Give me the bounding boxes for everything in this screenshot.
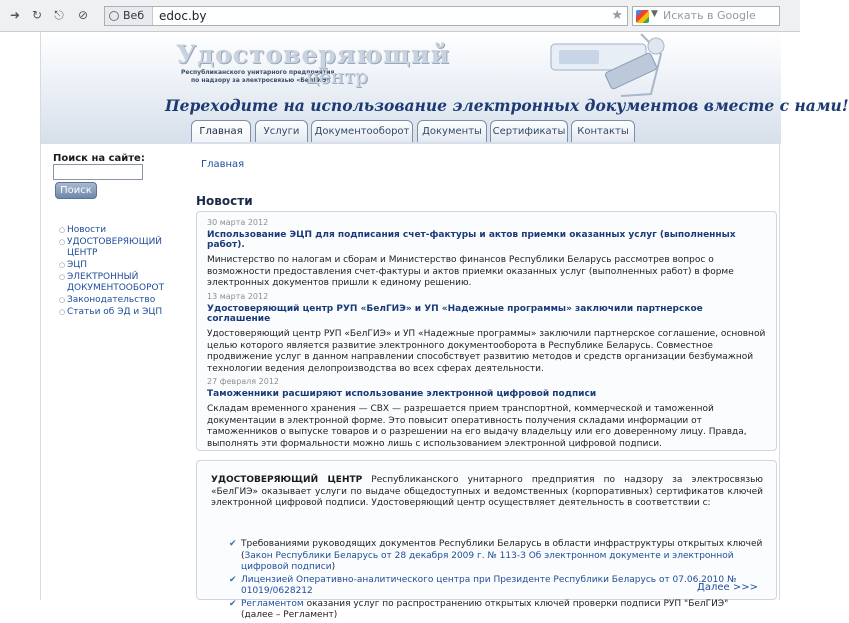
- site-search-button[interactable]: Поиск: [55, 182, 97, 199]
- news-title-link[interactable]: Удостоверяющий центр РУП «БелГИЭ» и УП «Надежные программы» заключили партнерское соглашение: [207, 304, 703, 324]
- about-description: Республиканского унитарного предприятия по надзору за электросвязью «БелГИЭ» оказывает услуги по выдаче общедоступных и ведомственных (корпоративных) сертификатов ключей электронной цифровой подписи. Удостоверяющий центр осуществляет деятельность в соответствии с:: [211, 475, 763, 508]
- address-bar[interactable]: [104, 6, 628, 26]
- check-icon: ✔: [229, 598, 237, 609]
- list-item-after: ): [331, 562, 336, 572]
- news-item: [207, 292, 769, 375]
- news-date: 30 марта 2012: [207, 218, 269, 227]
- logo-title-2: центр: [306, 64, 368, 88]
- sidebar-item-edoc[interactable]: ○ ЭЛЕКТРОННЫЙ ДОКУМЕНТООБОРОТ: [59, 272, 179, 294]
- sidebar-item-legislation[interactable]: ○ Законодательство: [59, 295, 179, 306]
- browser-toolbar: [0, 0, 800, 32]
- site-header: [41, 32, 849, 144]
- sidebar-item-news[interactable]: ○ Новости: [59, 225, 179, 236]
- browser-search-placeholder: Искать в Google: [663, 9, 756, 22]
- about-box: [196, 460, 777, 620]
- about-text: [211, 475, 763, 510]
- search-engine-label: Веб: [123, 9, 145, 22]
- sidebar-item-ecp[interactable]: ○ ЭЦП: [59, 260, 179, 271]
- list-item: [231, 575, 763, 598]
- logo-subtitle-2: по надзору за электросвязью «БелГИЭ»: [191, 77, 331, 84]
- search-engine-selector[interactable]: [105, 7, 153, 25]
- logo-title: Удостоверяющий: [176, 40, 451, 69]
- chevron-down-icon[interactable]: ▼: [651, 9, 658, 19]
- home-icon[interactable]: ⊘: [77, 8, 89, 22]
- license-link[interactable]: Лицензией Оперативно-аналитического центра при Президенте Республики Беларусь от 07.06.2010 № 01019/0628212: [241, 574, 737, 596]
- site-slogan: Переходите на использование электронных документов вместе с нами!: [165, 96, 849, 115]
- check-icon: ✔: [229, 574, 237, 585]
- check-icon: ✔: [229, 539, 237, 549]
- site-search-input[interactable]: [53, 164, 143, 180]
- sidebar-item-cert-center[interactable]: ○ УДОСТОВЕРЯЮЩИЙ ЦЕНТР: [59, 237, 179, 259]
- tab-services[interactable]: Услуги: [255, 120, 308, 142]
- more-link[interactable]: Далее >>>: [697, 582, 758, 593]
- forward-icon[interactable]: ➜: [9, 8, 21, 22]
- tab-docflow[interactable]: Документооборот: [311, 120, 413, 142]
- news-list: [196, 211, 777, 451]
- news-date: 13 марта 2012: [207, 292, 269, 301]
- sidebar-item-articles[interactable]: ○ Статьи об ЭД и ЭЦП: [59, 307, 179, 318]
- law-link[interactable]: Закон Республики Беларусь от 28 декабря 2009 г. № 113-З Об электронном документе и электронной цифровой подписи: [241, 550, 734, 572]
- news-title-link[interactable]: Таможенники расширяют использование электронной цифровой подписи: [207, 389, 597, 399]
- list-item: [231, 599, 763, 622]
- tab-certificates[interactable]: Сертификаты: [490, 120, 568, 142]
- news-body: Удостоверяющий центр РУП «БелГИЭ» и УП «Надежные программы» заключили партнерское соглашение, основной целью которого является развитие электронного документооборота в Республике Беларусь. Совместное продвижение услуг в данном направлении способствует развитию методов и средств организации безбумажной технологии ведения делопроизводства во всех сферах деятельности.: [207, 329, 766, 374]
- google-icon: [636, 10, 649, 23]
- news-body: Министерство по налогам и сборам и Министерство финансов Республики Беларусь рассмотрев вопрос о возможности предоставления счет-фактуры и актов приемки оказанных услуг (выполненных работ) в форме электронных документов пришли к единому решению.: [207, 255, 734, 288]
- browser-search-box[interactable]: [632, 6, 780, 26]
- key-icon[interactable]: ⎋: [54, 8, 64, 22]
- web-page: [40, 32, 849, 620]
- star-icon[interactable]: ★: [611, 8, 623, 23]
- reload-icon[interactable]: ↻: [31, 8, 43, 22]
- news-heading: Новости: [196, 194, 253, 208]
- news-item: [207, 377, 769, 450]
- regulation-link[interactable]: Регламентом: [241, 598, 304, 609]
- news-title-link[interactable]: Использование ЭЦП для подписания счет-фактуры и актов приемки оказанных услуг (выполненных работ).: [207, 230, 736, 250]
- list-item: [231, 539, 763, 574]
- logo-subtitle-1: Республиканского унитарного предприятия: [181, 69, 335, 76]
- tab-home[interactable]: Главная: [191, 120, 251, 142]
- tab-contacts[interactable]: Контакты: [571, 120, 635, 142]
- globe-icon: [109, 11, 119, 21]
- tab-documents[interactable]: Документы: [417, 120, 487, 142]
- usb-token-illustration-icon: [511, 34, 671, 104]
- news-item: [207, 218, 769, 290]
- about-list: [231, 539, 763, 623]
- about-heading: УДОСТОВЕРЯЮЩИЙ ЦЕНТР: [211, 475, 363, 485]
- sidebar-menu: [59, 225, 179, 319]
- url-text[interactable]: edoc.by: [159, 9, 207, 23]
- breadcrumb[interactable]: Главная: [201, 159, 245, 170]
- news-date: 27 февраля 2012: [207, 377, 280, 386]
- list-item-after: оказания услуг по распространению открытых ключей проверки подписи РУП "БелГИЭ" (далее – Регламент): [241, 598, 729, 620]
- site-search-label: Поиск на сайте:: [53, 153, 145, 164]
- news-body: Складам временного хранения — СВХ — разрешается прием транспортной, коммерческой и таможенной документации в электронной форме. Это повысит оперативность получения складами информации от таможенников о выпуске товаров и о разрешении на его выдачу владельцу или его доверенному лицу. Правда, выполнять эти формальности можно лишь с использованием электронной цифровой подписи.: [207, 404, 747, 449]
- list-item-text: Требованиями руководящих документов Республики Беларусь в области инфраструктуры открытых ключей (: [241, 539, 763, 561]
